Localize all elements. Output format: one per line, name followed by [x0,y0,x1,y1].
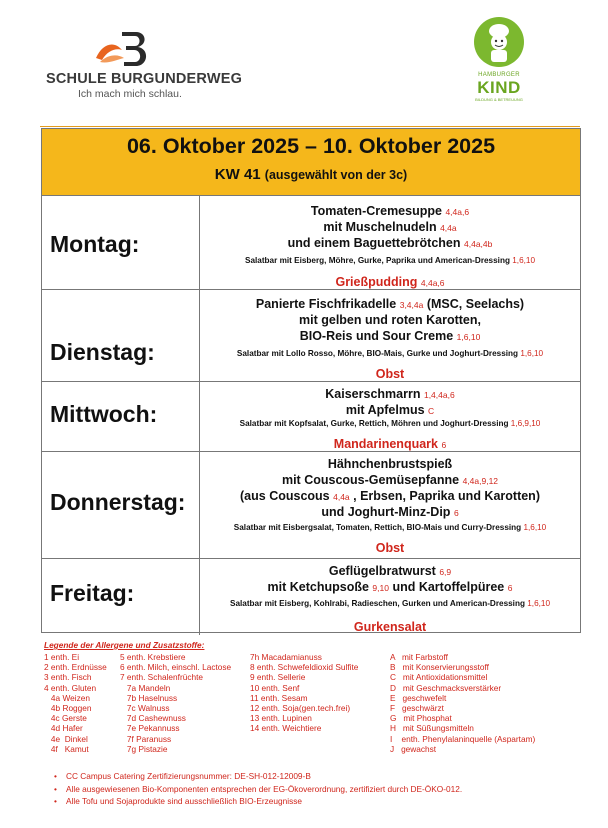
salad-bar-text: Salatbar mit Eisberg, Möhre, Gurke, Paprika und American-Dressing [244,256,510,265]
main-dish-text: mit gelben und roten Karotten, [299,313,481,327]
day-name-cell [42,451,200,558]
main-dish-text: Kaiserschmarrn [325,387,421,401]
legend-entry: 7h Macadamianuss [250,652,322,662]
allergen-codes: 4,4a,6 [420,278,445,288]
note-item: • Alle ausgewiesenen Bio-Komponenten entsprechen der EG-Ökoverordnung, zertifiziert durch DE-ÖKO-012. [66,783,462,796]
legend-entry: 2 enth. Erdnüsse [44,662,107,673]
day-row [42,451,580,559]
main-dish-line [200,473,580,487]
main-dish-line [200,204,580,218]
legend-entry: B mit Konservierungsstoff [390,662,489,673]
main-dish-extra: , Erbsen, Paprika und Karotten) [353,489,540,503]
dessert-text: Obst [375,541,405,555]
allergen-codes: 4,4a [440,223,457,233]
school-name: SCHULE BURGUNDERWEG [46,71,243,87]
main-dish-text: mit Muschelnudeln [323,220,437,234]
allergen-codes: 4,4a,6 [445,207,470,217]
note-item: • CC Campus Catering Zertifizierungsnummer: DE-SH-012-12009-B [66,770,462,783]
allergen-codes: 6 [441,440,447,450]
legend-entry: 4e Dinkel [44,733,88,744]
legend-entry: 4b Roggen [44,702,92,713]
main-dish-text: Geflügelbratwurst [328,564,436,578]
legend-entry: 13 enth. Lupinen [250,713,312,724]
salad-bar-line [200,599,580,608]
caterer-bottom-text: BILDUNG & BETREUUNG [475,97,523,102]
legend-entry: G mit Phosphat [390,713,452,724]
dish-cell [200,451,580,558]
legend-title: Legende der Allergene und Zusatzstoffe: [44,640,205,650]
menu-table [41,128,581,633]
legend-entry: 4d Hafer [44,723,83,734]
allergen-codes: 1,6,10 [456,332,481,342]
main-dish-extra: (MSC, Seelachs) [426,297,525,311]
main-dish-line [200,313,580,327]
allergen-codes: 1,4,4a,6 [423,390,455,400]
legend-entry: 5 enth. Krebstiere [120,652,186,662]
salad-bar-line [200,523,580,532]
legend-entry: C mit Antioxidationsmittel [390,672,488,683]
allergen-codes: C [428,406,435,416]
main-dish-text: und einem Baguettebrötchen [287,236,461,250]
caterer-name: KIND [477,78,521,97]
legend-entry: H mit Süßungsmitteln [390,723,474,734]
legend-entry: 7f Paranuss [120,733,172,744]
chef-child-icon [473,16,525,68]
day-row [42,289,580,382]
week-dates: 06. Oktober 2025 – 10. Oktober 2025 [126,134,496,158]
allergen-codes: 1,6,10 [520,349,544,358]
allergen-codes: 1,6,10 [523,523,547,532]
week-number: KW 41 [214,166,261,183]
main-dish-line [200,387,580,401]
dessert-line [200,437,580,451]
salad-bar-line [200,349,580,358]
dish-cell [200,381,580,451]
main-dish-extra: und Kartoffelpüree [392,580,505,594]
legend-entry: 4 enth. Gluten [44,682,97,693]
allergen-codes: 1,6,10 [512,256,535,265]
legend-column-2 [120,652,231,754]
legend-entry: 8 enth. Schwefeldioxid Sulfite [250,662,359,673]
main-dish-line [200,297,580,311]
day-name: Mittwoch: [50,401,158,427]
legend-entry: 9 enth. Sellerie [250,672,306,683]
dessert-text: Gurkensalat [353,620,427,634]
fox-b-logo-icon [92,28,152,72]
legend-entry: 1 enth. Ei [44,652,80,662]
main-dish-line [200,236,580,250]
legend-entry: A mit Farbstoff [390,652,448,662]
dessert-line [200,541,580,555]
allergen-codes: 4,4a [333,492,350,502]
legend-entry: 11 enth. Sesam [250,692,308,703]
main-dish-text: Hähnchenbrustspieß [327,457,453,471]
legend-entry: 4c Gerste [44,713,87,724]
allergen-codes: 6,9 [439,567,452,577]
main-dish-text: (aus Couscous [240,489,330,503]
legend-entry: 10 enth. Senf [250,682,300,693]
day-name: Donnerstag: [50,489,186,515]
day-row [42,195,580,290]
dessert-text: Obst [375,367,405,381]
day-name: Montag: [50,231,140,257]
legend-column-4 [390,652,535,754]
school-slogan: Ich mach mich schlau. [78,88,182,100]
main-dish-text: BIO-Reis und Sour Creme [299,329,454,343]
legend-entry: 7c Walnuss [120,702,170,713]
dessert-line [200,275,580,289]
legend-entry: E geschwefelt [390,692,447,703]
note-item: • Alle Tofu und Sojaprodukte sind ausschließlich BIO-Erzeugnisse [66,795,462,808]
allergen-codes: 6 [453,508,459,518]
allergen-codes: 1,6,9,10 [510,419,541,428]
salad-bar-text: Salatbar mit Lollo Rosso, Möhre, BIO-Mais, Gurke und Joghurt-Dressing [236,349,519,358]
main-dish-line [200,457,580,471]
dish-cell [200,558,580,635]
salad-bar-line [200,256,580,265]
legend-entry: 4f Kamut [44,743,89,754]
legend-entry: 7g Pistazie [120,743,168,754]
legend-entry: 12 enth. Soja(gen.tech.frei) [250,702,351,713]
header-divider [40,126,580,127]
day-name: Freitag: [50,580,135,606]
legend-entry: 6 enth. Milch, einschl. Lactose [120,662,232,673]
allergen-codes: 3,4,4a [399,300,424,310]
legend-entry: D mit Geschmacksverstärker [390,682,502,693]
allergen-codes: 6 [507,583,513,593]
legend-entry: 7d Cashewnuss [120,713,186,724]
legend-entry: I enth. Phenylalaninquelle (Aspartam) [390,733,536,744]
main-dish-text: mit Couscous-Gemüsepfanne [281,473,460,487]
dessert-line [200,367,580,381]
day-name-cell [42,195,200,289]
salad-bar-text: Salatbar mit Kopfsalat, Gurke, Rettich, Möhren und Joghurt-Dressing [239,419,509,428]
week-number-line [42,166,580,183]
allergen-legend [44,640,584,760]
day-name-cell [42,381,200,451]
legend-entry: 4a Weizen [44,692,90,703]
legend-entry: 7a Mandeln [120,682,171,693]
dish-cell [200,195,580,289]
main-dish-text: mit Apfelmus [345,403,425,417]
school-logo [44,28,243,100]
dessert-text: Mandarinenquark [333,437,438,451]
main-dish-line [200,329,580,343]
allergen-codes: 9,10 [372,583,389,593]
week-chosen-by: (ausgewählt von der 3c) [264,168,408,182]
legend-entry: J gewachst [390,743,437,754]
dessert-text: Grießpudding [335,275,418,289]
legend-entry: 7e Pekannuss [120,723,180,734]
legend-entry: 14 enth. Weichtiere [250,723,322,734]
main-dish-line [200,489,580,503]
legend-column-1 [44,652,107,754]
salad-bar-line [200,419,580,428]
legend-entry: 7b Haselnuss [120,692,178,703]
main-dish-text: Panierte Fischfrikadelle [255,297,397,311]
main-dish-line [200,564,580,578]
legend-entry: F geschwärzt [390,702,444,713]
day-row [42,558,580,635]
main-dish-text: und Joghurt-Minz-Dip [321,505,451,519]
salad-bar-text: Salatbar mit Eisbergsalat, Tomaten, Rettich, BIO-Mais und Curry-Dressing [233,523,522,532]
main-dish-line [200,220,580,234]
allergen-codes: 1,6,10 [527,599,551,608]
caterer-logo [468,14,530,102]
main-dish-line [200,505,580,519]
main-dish-line [200,403,580,417]
day-row [42,381,580,452]
dish-cell [200,289,580,381]
day-name-cell [42,289,200,381]
main-dish-text: Tomaten-Cremesuppe [310,204,442,218]
week-header [42,129,580,196]
legend-entry: 3 enth. Fisch [44,672,92,683]
main-dish-text: mit Ketchupsoße [267,580,369,594]
dessert-line [200,620,580,634]
allergen-codes: 4,4a,4b [464,239,493,249]
main-dish-line [200,580,580,594]
day-name-cell [42,558,200,635]
legend-column-3 [250,652,358,734]
day-name: Dienstag: [50,339,155,365]
caterer-top-text: HAMBURGER [478,72,520,78]
salad-bar-text: Salatbar mit Eisberg, Kohlrabi, Radieschen, Gurken und American-Dressing [229,599,525,608]
legend-entry: 7 enth. Schalenfrüchte [120,672,204,683]
footer-notes [66,770,462,808]
allergen-codes: 4,4a,9,12 [462,476,499,486]
